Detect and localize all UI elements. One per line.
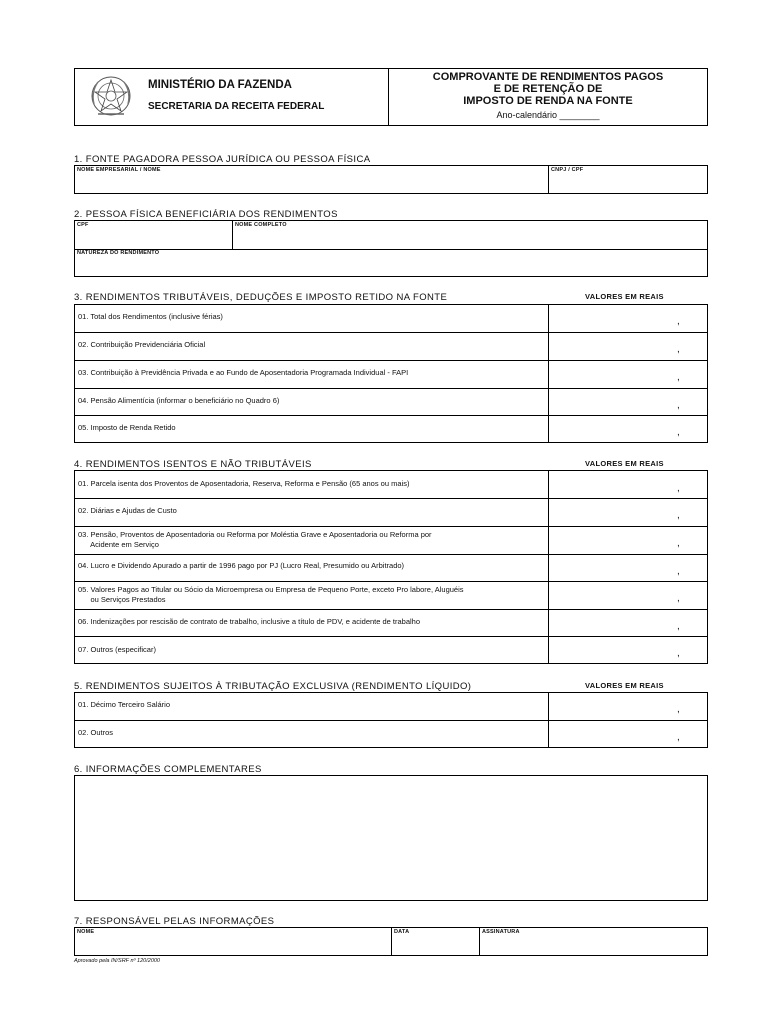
section3-row-line	[75, 415, 707, 416]
s3-row-label: 03. Contribuição à Previdência Privada e ao Fundo de Aposentadoria Programada Individual - FAPI	[78, 368, 409, 377]
section4-row-line	[75, 581, 707, 582]
s4-row-label: 07. Outros (especificar)	[78, 645, 156, 654]
s3-row-value-field[interactable]: ,	[677, 372, 680, 383]
beneficiary-cpf-label: CPF	[77, 222, 89, 228]
responsible-name-field[interactable]	[76, 937, 389, 955]
section3-row-line	[75, 332, 707, 333]
ministry-name: MINISTÉRIO DA FAZENDA	[148, 79, 292, 91]
s5-row-label: 01. Décimo Terceiro Salário	[78, 700, 170, 709]
section7-divider	[391, 928, 392, 955]
income-nature-field[interactable]	[76, 258, 706, 276]
signature-label: ASSINATURA	[482, 929, 520, 935]
s4-row-label: 02. Diárias e Ajudas de Custo	[78, 506, 177, 515]
responsible-name-label: NOME	[77, 929, 95, 935]
s3-row-value-field[interactable]: ,	[677, 400, 680, 411]
section3-row-line	[75, 360, 707, 361]
section4-row-line	[75, 526, 707, 527]
section4-row-line	[75, 554, 707, 555]
s3-row-label: 04. Pensão Alimentícia (informar o beneficiário no Quadro 6)	[78, 396, 280, 405]
section4-row-line	[75, 636, 707, 637]
beneficiary-name-label: NOME COMPLETO	[235, 222, 287, 228]
calendar-year-field[interactable]: Ano-calendário ________	[496, 110, 600, 120]
s4-row-value-field[interactable]: ,	[677, 510, 680, 521]
payer-name-field[interactable]	[76, 175, 546, 193]
s3-row-label: 02. Contribuição Previdenciária Oficial	[78, 340, 206, 349]
section1-title: 1. FONTE PAGADORA PESSOA JURÍDICA OU PESSOA FÍSICA	[74, 154, 371, 165]
section1-divider	[548, 166, 549, 193]
s3-row-value-field[interactable]: ,	[677, 316, 680, 327]
date-field[interactable]	[393, 937, 478, 955]
signature-field[interactable]	[481, 937, 706, 955]
complementary-info-field[interactable]	[74, 775, 708, 901]
section4-title: 4. RENDIMENTOS ISENTOS E NÃO TRIBUTÁVEIS	[74, 459, 312, 470]
section7-divider	[479, 928, 480, 955]
s4-row-label: 06. Indenizações por rescisão de contrato de trabalho, inclusive a título de PDV, e acidente de trabalho	[78, 617, 421, 626]
section2-divider	[232, 221, 233, 249]
form-title-line3: IMPOSTO DE RENDA NA FONTE	[463, 95, 633, 107]
s4-row-label: 03. Pensão, Proventos de Aposentadoria ou Reforma por Moléstia Grave e Aposentadoria ou Reforma por	[78, 530, 432, 539]
section2-title: 2. PESSOA FÍSICA BENEFICIÁRIA DOS RENDIMENTOS	[74, 209, 338, 220]
section5-row-line	[75, 720, 707, 721]
s3-row-value-field[interactable]: ,	[677, 344, 680, 355]
s3-row-label: 01. Total dos Rendimentos (inclusive férias)	[78, 312, 223, 321]
beneficiary-name-field[interactable]	[234, 230, 706, 248]
section4-col-divider	[548, 471, 549, 663]
s4-row-label: 04. Lucro e Dividendo Apurado a partir de 1996 pago por PJ (Lucro Real, Presumido ou Arbitrado)	[78, 561, 405, 570]
s5-row-value-field[interactable]: ,	[677, 704, 680, 715]
section3-row-line	[75, 388, 707, 389]
s4-row-value-field[interactable]: ,	[677, 593, 680, 604]
s4-row-label: 05. Valores Pagos ao Titular ou Sócio da Microempresa ou Empresa de Pequeno Porte, exceto Pro labore, Aluguéis	[78, 585, 464, 594]
approval-note: Aprovado pela IN/SRF nº 120/2000	[74, 958, 160, 964]
form-title-line2: E DE RETENÇÃO DE	[493, 83, 603, 95]
republic-coat-of-arms-icon	[88, 74, 134, 120]
s4-row-value-field[interactable]: ,	[677, 621, 680, 632]
s4-row-value-field[interactable]: ,	[677, 483, 680, 494]
income-nature-label: NATUREZA DO RENDIMENTO	[77, 250, 160, 256]
s4-row-label: 01. Parcela isenta dos Proventos de Aposentadoria, Reserva, Reforma e Pensão (65 anos ou mais)	[78, 479, 410, 488]
section4-row-line	[75, 498, 707, 499]
s4-row-value-field[interactable]: ,	[677, 566, 680, 577]
section5-title: 5. RENDIMENTOS SUJEITOS À TRIBUTAÇÃO EXCLUSIVA (RENDIMENTO LÍQUIDO)	[74, 681, 472, 692]
s5-row-label: 02. Outros	[78, 728, 114, 737]
payer-name-label: NOME EMPRESARIAL / NOME	[77, 167, 161, 173]
section6-title: 6. INFORMAÇÕES COMPLEMENTARES	[74, 764, 262, 775]
s4-row-value-field[interactable]: ,	[677, 538, 680, 549]
s5-row-value-field[interactable]: ,	[677, 732, 680, 743]
s4-row-value-field[interactable]: ,	[677, 648, 680, 659]
section3-title: 3. RENDIMENTOS TRIBUTÁVEIS, DEDUÇÕES E IMPOSTO RETIDO NA FONTE	[74, 292, 448, 303]
s3-row-label: 05. Imposto de Renda Retido	[78, 423, 176, 432]
section7-title: 7. RESPONSÁVEL PELAS INFORMAÇÕES	[74, 916, 275, 927]
s4-row-label-cont: ou Serviços Prestados	[78, 595, 166, 604]
s4-row-label-cont: Acidente em Serviço	[78, 540, 159, 549]
s3-row-value-field[interactable]: ,	[677, 427, 680, 438]
secretariat-name: SECRETARIA DA RECEITA FEDERAL	[148, 101, 325, 112]
form-title-line1: COMPROVANTE DE RENDIMENTOS PAGOS	[432, 71, 664, 83]
payer-cnpj-field[interactable]	[550, 175, 706, 193]
beneficiary-cpf-field[interactable]	[76, 230, 231, 248]
section5-values-header: VALORES EM REAIS	[585, 681, 664, 690]
payer-cnpj-label: CNPJ / CPF	[551, 167, 584, 173]
section4-values-header: VALORES EM REAIS	[585, 459, 664, 468]
section3-col-divider	[548, 305, 549, 442]
date-label: DATA	[394, 929, 410, 935]
section4-row-line	[75, 609, 707, 610]
section3-values-header: VALORES EM REAIS	[585, 292, 664, 301]
section2-row-line	[75, 249, 707, 250]
